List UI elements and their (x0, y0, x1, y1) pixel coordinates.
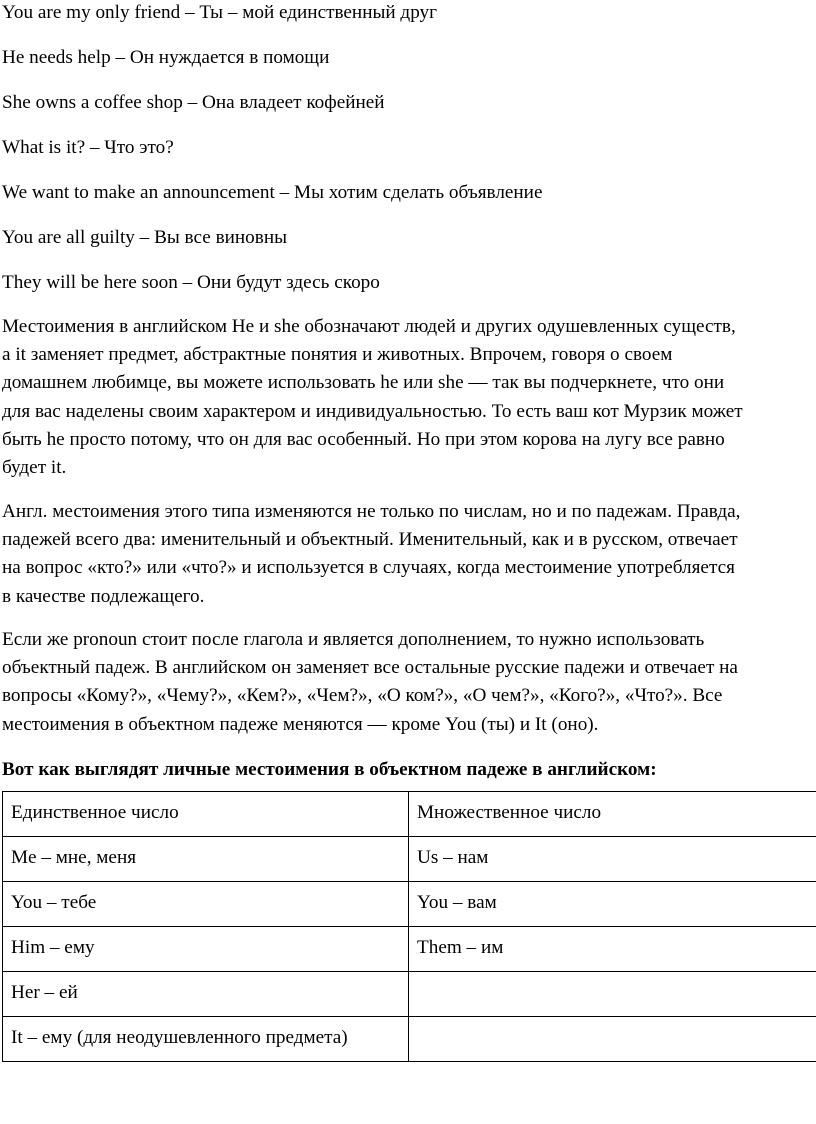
example-sentence-5: We want to make an announcement – Мы хотим сделать объявление (2, 182, 543, 203)
table-row (3, 972, 816, 1017)
paragraph-line: падежей всего два: именительный и объектный. Именительный, как и в русском, отвечает (2, 529, 738, 551)
paragraph-line: для вас наделены своим характером и индивидуальностью. То есть ваш кот Мурзик может (2, 400, 743, 422)
example-sentence-7: They will be here soon – Они будут здесь скоро (2, 272, 380, 293)
paragraph-he-she-it (2, 313, 814, 482)
cell-text: You – тебе (11, 892, 97, 913)
table-cell (3, 882, 409, 927)
paragraph-line: объектный падеж. В английском он заменяет все остальные русские падежи и отвечает на (2, 657, 738, 679)
header-singular: Единственное число (11, 802, 179, 823)
paragraph-line: Местоимения в английском He и she обозначают людей и других одушевленных существ, (2, 316, 736, 337)
table-cell (3, 1017, 409, 1062)
table-cell (409, 837, 816, 882)
table-cell (409, 1017, 816, 1062)
table-row (3, 927, 816, 972)
table-cell (3, 927, 409, 972)
paragraph-line: в качестве подлежащего. (2, 585, 205, 607)
paragraph-line: домашнем любимце, вы можете использовать he или she — так вы подчеркнете, что они (2, 372, 725, 394)
paragraph-objective-case (2, 626, 814, 739)
paragraph-line: Если же pronoun стоит после глагола и является дополнением, то нужно использовать (2, 629, 705, 650)
table-cell (3, 972, 409, 1017)
table-cell (409, 882, 816, 927)
table-cell (409, 927, 816, 972)
table-row (3, 1017, 816, 1062)
table-row (3, 837, 816, 882)
example-sentence-6: You are all guilty – Вы все виновны (2, 227, 287, 248)
pronoun-table (2, 791, 816, 1062)
cell-text: You – вам (417, 892, 497, 913)
cell-text: Them – им (417, 937, 504, 958)
cell-text: Him – ему (11, 937, 95, 958)
cell-text (417, 1017, 808, 1027)
paragraph-cases (2, 498, 814, 611)
table-header-cell (3, 792, 409, 837)
table-row (3, 882, 816, 927)
example-sentence-3: She owns a coffee shop – Она владеет кофейней (2, 92, 385, 113)
cell-text: It – ему (для неодушевленного предмета) (11, 1027, 348, 1048)
paragraph-line: вопросы «Кому?», «Чему?», «Кем?», «Чем?», «О ком?», «О чем?», «Кого?», «Что?». Все (2, 685, 723, 707)
cell-text: Us – нам (417, 847, 489, 868)
paragraph-line: на вопрос «кто?» или «что?» и используется в случаях, когда местоимение употребляется (2, 557, 735, 579)
paragraph-line: местоимения в объектном падеже меняются — кроме You (ты) и It (оно). (2, 713, 599, 735)
cell-text: Me – мне, меня (11, 847, 137, 868)
table-header-row (3, 792, 816, 837)
cell-text (417, 972, 808, 982)
table-cell (409, 972, 816, 1017)
table-heading: Вот как выглядят личные местоимения в объектном падеже в английском: (2, 759, 657, 780)
paragraph-line: быть he просто потому, что он для вас особенный. Но при этом корова на лугу все равно (2, 428, 725, 450)
paragraph-line: Англ. местоимения этого типа изменяются не только по числам, но и по падежам. Правда, (2, 501, 741, 522)
paragraph-line: а it заменяет предмет, абстрактные понятия и животных. Впрочем, говоря о своем (2, 344, 673, 366)
paragraph-line: будет it. (2, 456, 67, 478)
header-plural: Множественное число (417, 802, 602, 823)
cell-text: Her – ей (11, 982, 78, 1003)
table-cell (3, 837, 409, 882)
example-sentence-4: What is it? – Что это? (2, 137, 174, 158)
table-header-cell (409, 792, 816, 837)
example-sentence-1: You are my only friend – Ты – мой единственный друг (2, 2, 437, 23)
example-sentence-2: He needs help – Он нуждается в помощи (2, 47, 330, 68)
